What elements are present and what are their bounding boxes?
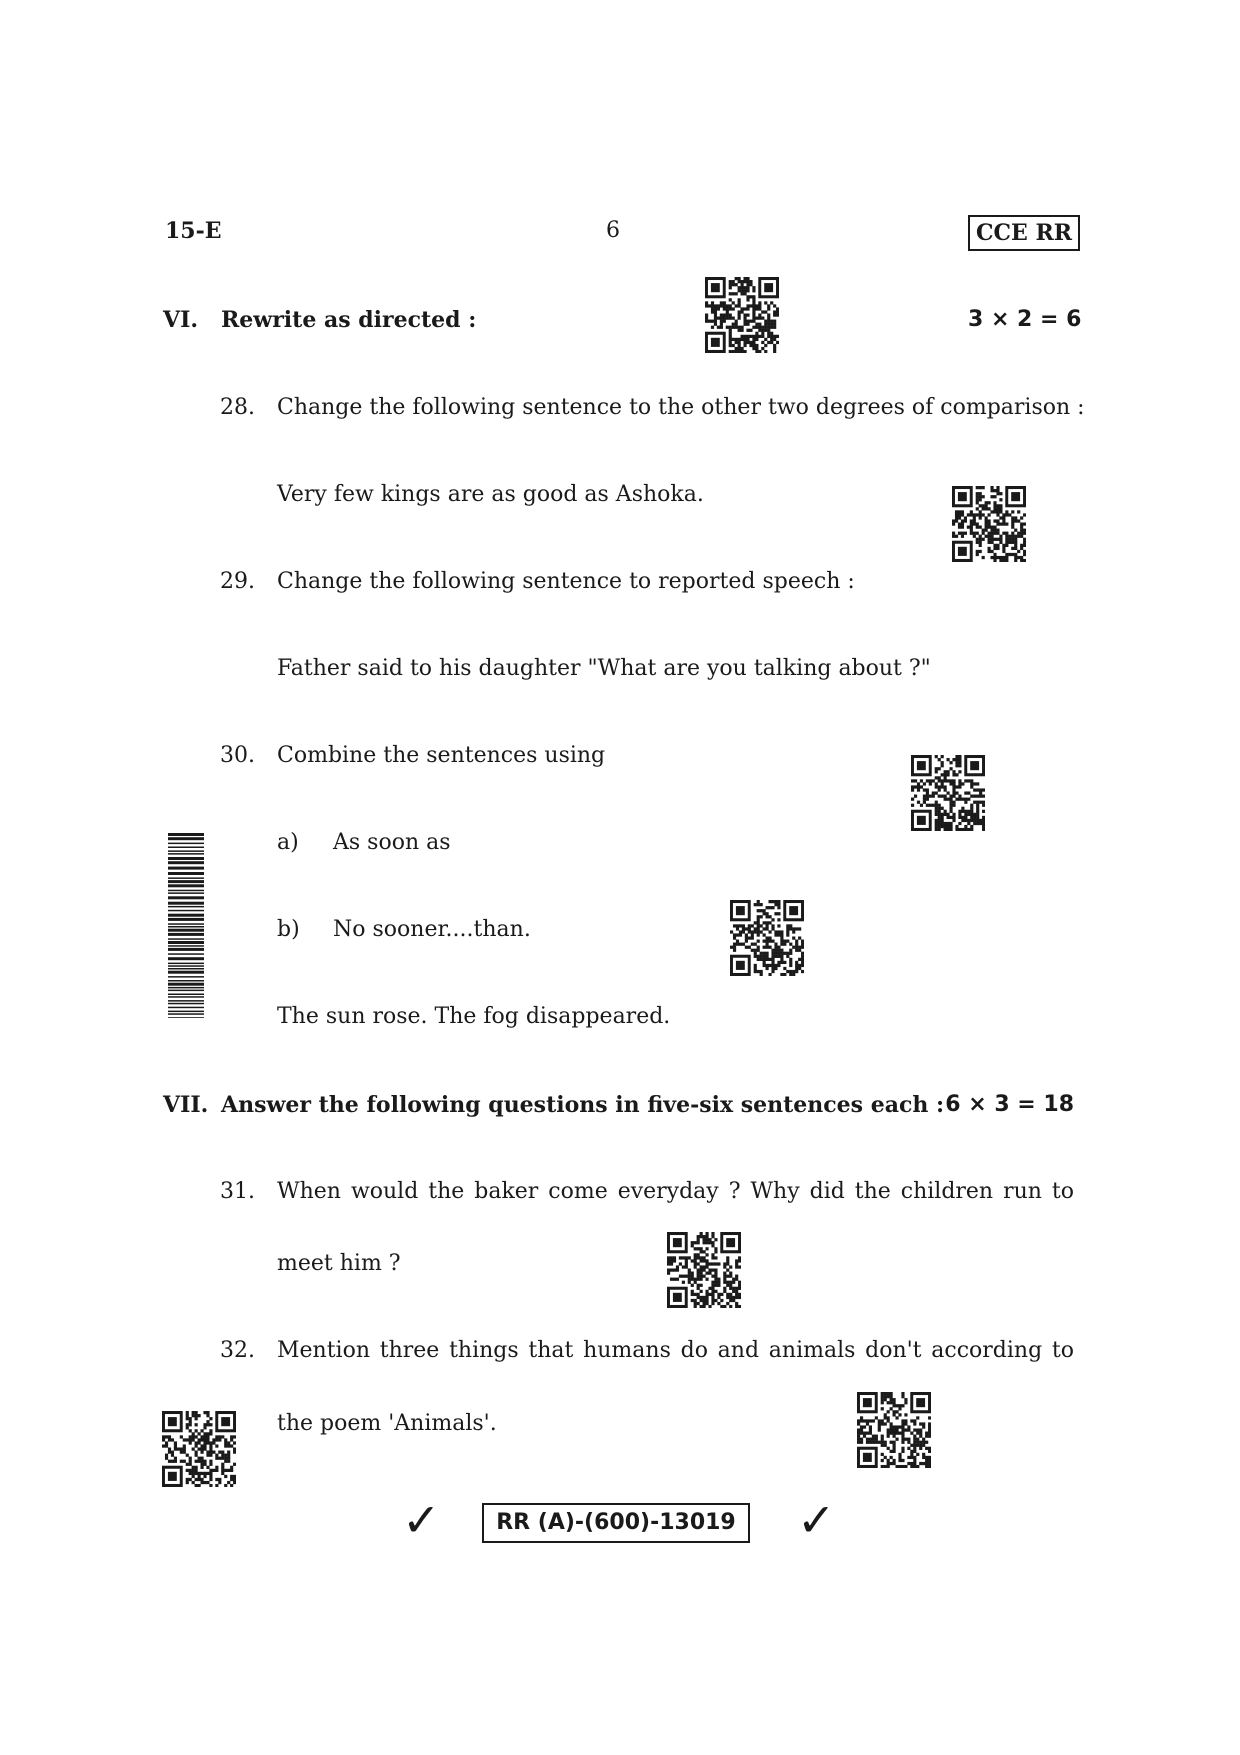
q31-line2: meet him ?	[277, 1251, 401, 1276]
q31-number: 31.	[220, 1179, 255, 1204]
left-check-mark: ✓	[402, 1493, 441, 1547]
qr-code-icon	[911, 755, 985, 831]
q32-number: 32.	[220, 1338, 255, 1363]
right-check-mark: ✓	[797, 1493, 836, 1547]
q32-line2: the poem 'Animals'.	[277, 1411, 497, 1436]
qr-code-icon	[952, 486, 1026, 562]
section-vii-title: Answer the following questions in five-six sentences each :	[221, 1092, 945, 1118]
page-number: 6	[606, 218, 620, 243]
q30-prompt: Combine the sentences using	[277, 743, 606, 768]
footer-code-box: RR (A)-(600)-13019	[482, 1503, 750, 1543]
qr-code-icon	[667, 1232, 741, 1308]
q31-line1-text: When would the baker come everyday ? Why did the children run to	[277, 1179, 1074, 1204]
q32-line1	[277, 1338, 1074, 1364]
q31-line1	[277, 1179, 1074, 1205]
qr-code-icon	[162, 1411, 236, 1487]
q30-option-a-text: As soon as	[333, 830, 451, 855]
paper-code: 15-E	[165, 218, 222, 244]
q28-sentence: Very few kings are as good as Ashoka.	[277, 482, 704, 507]
q30-number: 30.	[220, 743, 255, 768]
section-vii-numeral: VII.	[163, 1092, 209, 1118]
qr-code-icon	[705, 277, 779, 353]
q28-number: 28.	[220, 395, 255, 420]
q29-sentence: Father said to his daughter "What are you talking about ?"	[277, 656, 931, 681]
exam-code-box: CCE RR	[968, 215, 1080, 251]
q30-option-b-label: b)	[277, 917, 300, 942]
qr-code-icon	[857, 1392, 931, 1468]
section-vi-title: Rewrite as directed :	[221, 307, 477, 333]
q29-number: 29.	[220, 569, 255, 594]
barcode-icon	[168, 833, 204, 1018]
q28-prompt: Change the following sentence to the other two degrees of comparison :	[277, 395, 1085, 420]
q30-sentence: The sun rose. The fog disappeared.	[277, 1004, 671, 1029]
q30-option-a-label: a)	[277, 830, 299, 855]
q29-prompt: Change the following sentence to reported speech :	[277, 569, 855, 594]
section-vii-marks: 6 × 3 = 18	[945, 1092, 1074, 1117]
q30-option-b-text: No sooner....than.	[333, 917, 531, 942]
section-vi-numeral: VI.	[163, 307, 199, 333]
q32-line1-text: Mention three things that humans do and animals don't according to	[277, 1338, 1074, 1363]
section-vi-marks: 3 × 2 = 6	[968, 307, 1082, 332]
qr-code-icon	[730, 900, 804, 976]
